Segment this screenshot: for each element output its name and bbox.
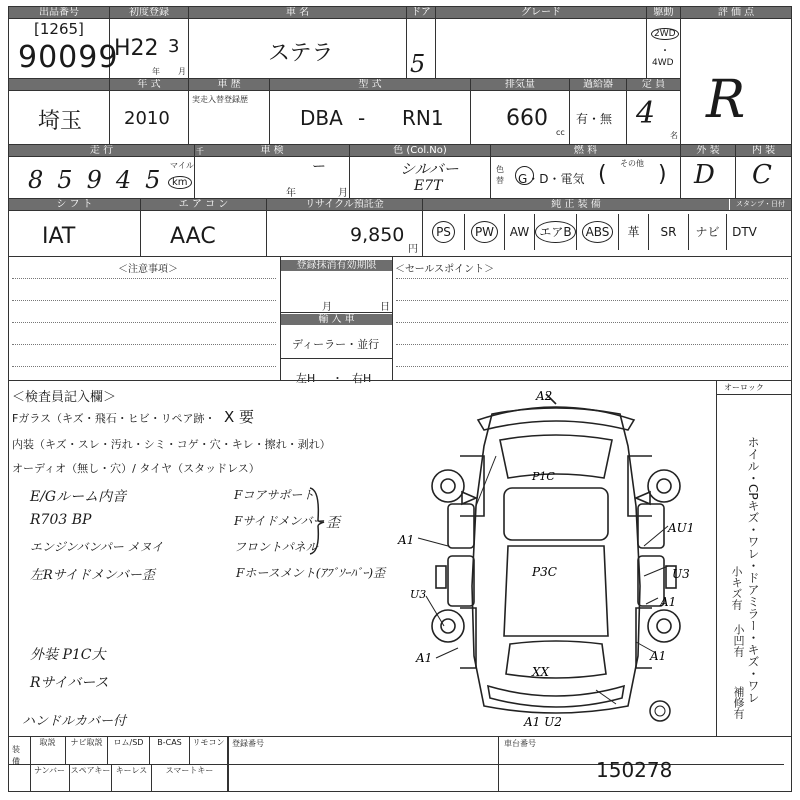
reg-expiry-month: 月 [322, 302, 332, 313]
equipment-label: ナビ [695, 225, 720, 239]
import-left: 左H [296, 372, 316, 385]
fuel-options: G・D・電気 [518, 172, 585, 186]
first-reg-year-unit: 年 [152, 67, 160, 76]
footer-item-label: B-CAS [157, 738, 182, 747]
hand-right-3: フロントパネル [234, 540, 318, 554]
footer-bottom-row [30, 764, 228, 792]
import-dot: ・ [332, 372, 343, 385]
header-drive: 駆動 [647, 7, 680, 18]
inspector-line-audio: オーディオ（無し・穴）/ タイヤ（スタッドレス） [12, 462, 260, 475]
wheel-lock-icon [648, 698, 672, 724]
reg-expiry-day: 日 [380, 302, 390, 313]
footer-top-row [30, 736, 228, 764]
hand-left-3: エンジンバンパー メヌイ [30, 540, 164, 554]
equipment-label: DTV [732, 225, 757, 239]
inspector-title: ＜検査員記入欄＞ [12, 390, 117, 405]
header-model-year: 年 式 [110, 79, 188, 90]
diagram-label-a1u2: A1 U2 [524, 715, 562, 729]
footer-item-label: スマートキー [165, 766, 214, 775]
diagram-label-p3c: P3C [532, 565, 557, 579]
side-vertical-text: ホイル・CPキズ・ワレ・ドアミラー・キズ・ワレ [746, 436, 760, 704]
inspection-year-unit: 年 [286, 188, 296, 199]
header-fuel: 燃 料 [491, 145, 680, 156]
mileage-unit-mile: マイル [170, 161, 194, 170]
displacement-unit: cc [556, 128, 565, 137]
header-first-reg: 初度登録 [110, 7, 188, 18]
fuel-paren-close: ) [658, 162, 667, 187]
mileage-thousand: 千 [196, 147, 204, 156]
model-code: RN1 [402, 106, 444, 130]
color-code: E7T [414, 178, 443, 194]
model-year: 2010 [124, 108, 170, 129]
recycle-unit: 円 [408, 244, 418, 255]
footer-item [70, 764, 112, 792]
diagram-label-u3-right: U3 [672, 567, 690, 581]
displacement-value: 660 [506, 106, 548, 131]
header-model: 型 式 [270, 79, 470, 90]
header-history: 車 歴 [189, 79, 269, 90]
hand-bottom-3: ハンドルカバー付 [22, 714, 127, 729]
mileage-digits [28, 166, 174, 194]
doors-value: 5 [410, 50, 426, 78]
notes-title: ＜注意事項＞ [118, 264, 178, 275]
inspector-line-interior: 内装（キズ・スレ・汚れ・シミ・コゲ・穴・キレ・擦れ・剥れ） [12, 438, 331, 451]
fuel-gasoline-circle [515, 166, 534, 185]
header-grade: グレード [436, 7, 646, 18]
hand-right-1: Fコアサポート [234, 488, 315, 502]
inspector-glass-mark: X 要 [224, 408, 255, 426]
header-import: 輸 入 車 [281, 314, 392, 325]
footer-item-label: ナンバー [33, 766, 66, 775]
history-note: 実走入替登録歴 [192, 95, 248, 104]
header-inspection: 車 検 [195, 145, 349, 156]
hand-brace [306, 486, 326, 556]
fuel-paren-open: ( [598, 162, 607, 187]
prefecture: 埼玉 [38, 109, 83, 134]
hand-right-2: Fサイドメンバー [234, 514, 325, 528]
header-score: 評 価 点 [681, 7, 791, 18]
footer-item [112, 764, 152, 792]
score-value: R [706, 70, 746, 130]
import-right: 右H [352, 372, 372, 385]
first-reg-month-unit: 月 [178, 67, 186, 76]
footer-item [30, 764, 70, 792]
equipment-label: 革 [627, 225, 640, 239]
drive-4wd: 4WD [652, 58, 674, 68]
diagram-label-p1c: P1C [532, 470, 555, 483]
diagram-label-au1: AU1 [668, 521, 695, 535]
side-note-1: 小キズ有 [730, 566, 743, 610]
footer-item-label: スペアキー [70, 766, 111, 775]
header-seats: 定 員 [627, 79, 680, 90]
seats-unit: 名 [670, 131, 678, 140]
header-car-name: 車 名 [189, 7, 406, 18]
side-note-2: 小凹有 [732, 624, 745, 657]
first-reg-era: H22 [114, 36, 159, 61]
header-shift: シ フ ト [9, 199, 140, 210]
mileage-unit-km: km [168, 176, 192, 189]
car-name: ステラ [268, 41, 334, 66]
header-doors: ドア [407, 7, 435, 18]
header-lot-no: 出品番号 [9, 7, 109, 18]
diagram-label-xx: XX [532, 665, 550, 679]
chassis-label: 車台番号 [504, 739, 536, 748]
footer-item-label: キーレス [115, 766, 148, 775]
inspection-dash: ー [312, 159, 326, 175]
hand-right-tail: 歪 [326, 515, 340, 531]
header-color: 色 (Col.No) [350, 145, 490, 156]
equipment-item [576, 214, 618, 250]
color-name: シルバー [400, 160, 459, 178]
header-displacement: 排気量 [471, 79, 569, 90]
hand-left-1: E/Gルーム内音 [30, 489, 127, 505]
equipment-item [618, 214, 648, 250]
header-turbo: 過給器 [570, 79, 626, 90]
hand-left-4: 左Rサイドメンバー歪 [30, 568, 155, 583]
model-prefix: DBA [300, 106, 343, 130]
hand-bottom-2: Rサイバース [30, 675, 109, 691]
sales-point-title: ＜セールスポイント＞ [395, 264, 495, 275]
shift-value: IAT [42, 224, 76, 249]
footer-item-label: ナビ取説 [70, 738, 103, 747]
import-dealer: ディーラー・並行 [292, 338, 380, 351]
chassis-number: 150278 [596, 758, 673, 782]
footer-item [108, 736, 150, 764]
header-interior: 内 装 [736, 145, 791, 156]
hand-right-4: Fホースメント(ｱﾌﾞｿｰﾊﾞｰ)歪 [236, 566, 386, 580]
equipment-item [534, 214, 576, 250]
drive-2wd: 2WD [651, 28, 679, 40]
diagram-label-u3-left: U3 [410, 588, 427, 601]
mileage-digit: 9 [86, 166, 116, 194]
footer-item-label: リモコン [192, 738, 225, 747]
header-recycle: リサイクル預託金 [267, 199, 422, 210]
exterior-grade: D [694, 160, 715, 190]
hand-left-2: R703 BP [30, 512, 92, 528]
diagram-label-a1-left: A1 [398, 533, 415, 547]
header-prefecture-sub [9, 79, 109, 90]
hand-bottom-1: 外装 P1C大 [30, 647, 106, 663]
header-exterior: 外 装 [681, 145, 735, 156]
footer-item [152, 764, 228, 792]
footer-item-label: 取説 [39, 738, 56, 747]
equipment-item [648, 214, 688, 250]
equipment-item [422, 214, 464, 250]
header-equipment: 純 正 装 備 [423, 199, 729, 210]
inspection-month-unit: 月 [338, 188, 348, 199]
lot-number: 90099 [18, 40, 119, 75]
diagram-label-a1-br: A1 [650, 649, 667, 663]
equipment-label: PS [432, 221, 455, 243]
seats-value: 4 [636, 96, 656, 131]
equipment-label: ABS [582, 221, 614, 243]
aircon-value: AAC [170, 224, 216, 249]
reg-no-label: 登録番号 [232, 739, 264, 748]
equipment-label: SR [660, 225, 677, 239]
model-dash: - [358, 106, 366, 130]
fuel-other-label: その他 [620, 159, 644, 168]
lot-tag: [1265] [34, 20, 84, 38]
equipment-item [504, 214, 534, 250]
turbo-options: 有・無 [576, 112, 613, 126]
equipment-row [422, 210, 792, 256]
color-change-label: 色替 [496, 165, 504, 185]
car-damage-diagram [396, 386, 716, 736]
footer-item [66, 736, 108, 764]
inspector-line-glass: Fガラス（キズ・飛石・ヒビ・リペア跡・ [12, 412, 216, 425]
header-mileage: 走 行 [9, 145, 194, 156]
diagram-label-a2: A2 [536, 389, 553, 403]
diagram-label-a1-right: A1 [660, 595, 677, 609]
auto-lock-label: オーロック [724, 383, 764, 392]
equipment-item [726, 214, 762, 250]
mileage-digit: 5 [145, 166, 175, 194]
equipment-label: エアB [535, 221, 575, 243]
recycle-value: 9,850 [350, 224, 405, 246]
header-aircon: エ ア コ ン [141, 199, 266, 210]
equipment-label: AW [509, 225, 530, 239]
mileage-digit: 5 [57, 166, 87, 194]
footer-item [30, 736, 66, 764]
equipment-label: PW [471, 221, 498, 243]
footer-item [150, 736, 190, 764]
equipment-item [688, 214, 726, 250]
header-stamp: スタンプ・日付 [730, 199, 791, 210]
first-reg-month: 3 [168, 36, 180, 57]
interior-grade: C [752, 160, 772, 190]
mileage-digit: 8 [28, 166, 58, 194]
header-reg-expiry: 登録抹消有効期限 [281, 260, 392, 271]
equipment-item [464, 214, 504, 250]
footer-row-label: 装備 [12, 745, 20, 766]
diagram-label-a1-bl: A1 [416, 651, 433, 665]
side-note-3: 補修有 [732, 686, 745, 719]
footer-item [190, 736, 228, 764]
drive-sep: ・ [660, 46, 670, 57]
mileage-digit: 4 [115, 166, 146, 194]
footer-item-label: ロム/SD [113, 738, 144, 747]
